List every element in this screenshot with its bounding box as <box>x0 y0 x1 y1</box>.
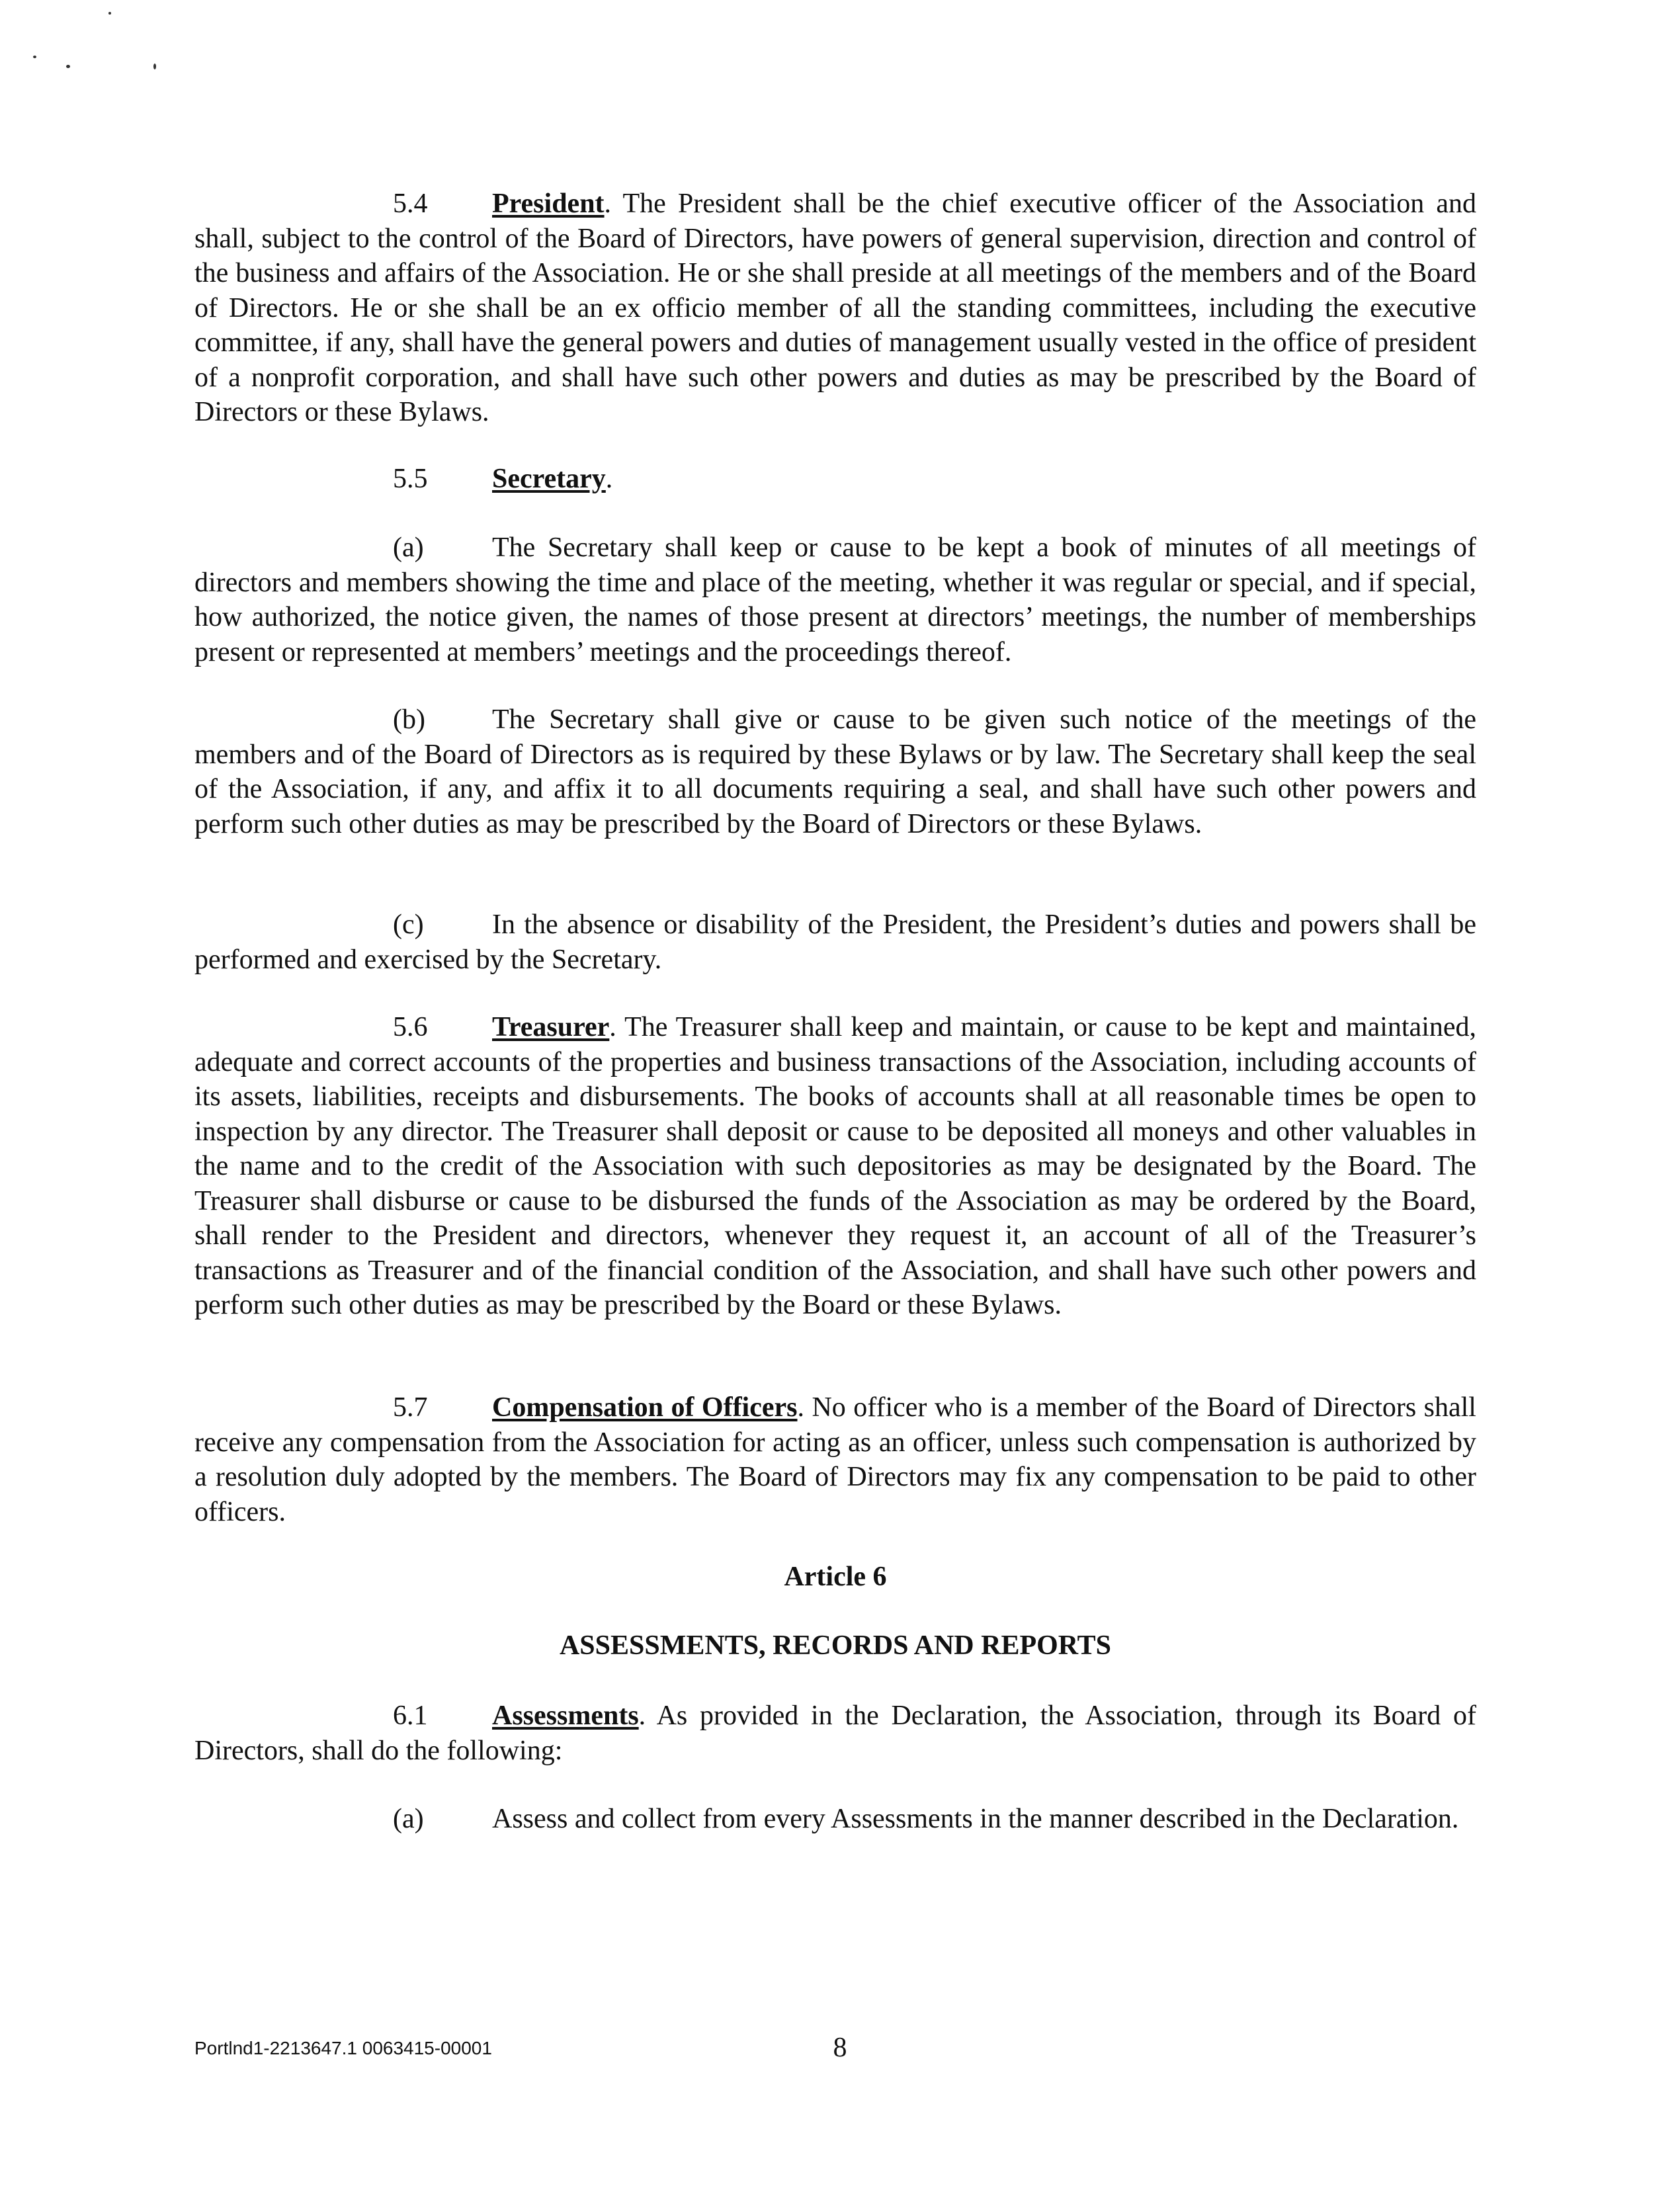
section-heading: Secretary <box>492 464 606 494</box>
section-number: 6.1 <box>393 1701 428 1731</box>
section-6-1-a <box>194 1802 1476 1837</box>
section-5-5 <box>194 462 1476 497</box>
section-number: 5.4 <box>393 189 428 219</box>
section-heading: Assessments <box>492 1701 639 1731</box>
subsection-label: (a) <box>393 1804 424 1834</box>
section-5-5-c <box>194 907 1476 977</box>
footer-page-number: 8 <box>833 2033 847 2063</box>
subsection-text: The Secretary shall give or cause to be given such notice of the meetings of the members and of the Board of Directors as is required by these Bylaws or by law. The Secretary shall keep the seal of the Association, if any, and affix it to all documents requiring a seal, and shall have such other powers and perform such other duties as may be prescribed by the Board of Directors or these Bylaws. <box>194 704 1476 839</box>
scan-speck <box>66 65 70 68</box>
scan-speck <box>153 63 156 69</box>
article-subtitle: ASSESSMENTS, RECORDS AND REPORTS <box>559 1630 1112 1661</box>
section-heading: Treasurer <box>492 1012 610 1042</box>
section-text: . As provided in the Declaration, the Association, through its Board of Directors, shall do the following: <box>194 1701 1476 1766</box>
section-text: . No officer who is a member of the Board of Directors shall receive any compensation from the Association for acting as an officer, unless such compensation is authorized by a resolution duly adopted by the members. The Board of Directors may fix any compensation to be paid to other officers. <box>194 1392 1476 1527</box>
section-5-6 <box>194 1010 1476 1323</box>
subsection-text: The Secretary shall keep or cause to be kept a book of minutes of all meetings of directors and members showing the time and place of the meeting, whether it was regular or special, and if special, how authorized, the notice given, the names of those present at directors’ meetings, the number of memberships present or represented at members’ meetings and the proceedings thereof. <box>194 532 1476 667</box>
footer-document-id: Portlnd1-2213647.1 0063415-00001 <box>194 2038 492 2058</box>
scan-speck <box>108 12 111 15</box>
section-5-5-b <box>194 702 1476 841</box>
section-5-7 <box>194 1390 1476 1529</box>
section-heading: Compensation of Officers <box>492 1392 798 1423</box>
section-text: . <box>605 464 613 494</box>
subsection-text: In the absence or disability of the President, the President’s duties and powers shall be performed and exercised by the Secretary. <box>194 909 1476 975</box>
subsection-label: (b) <box>393 704 425 735</box>
section-5-5-a <box>194 530 1476 669</box>
section-text: . The Treasurer shall keep and maintain, or cause to be kept and maintained, adequate and correct accounts of the properties and business transactions of the Association, including accounts of its assets, liabilities, receipts and disbursements. The books of accounts shall at all reasonable times be open to inspection by any director. The Treasurer shall deposit or cause to be deposited all moneys and other valuables in the name and to the credit of the Association with such depositories as may be designated by the Board. The Treasurer shall disburse or cause to be disbursed the funds of the Association as may be ordered by the Board, shall render to the President and directors, whenever they request it, an account of all of the Treasurer’s transactions as Treasurer and of the financial condition of the Association, and shall have such other powers and perform such other duties as may be prescribed by the Board or these Bylaws. <box>194 1012 1476 1320</box>
subsection-text: Assess and collect from every Assessments in the manner described in the Declaration. <box>492 1804 1459 1834</box>
section-number: 5.6 <box>393 1012 428 1042</box>
section-number: 5.7 <box>393 1392 428 1423</box>
section-text: . The President shall be the chief executive officer of the Association and shall, subject to the control of the Board of Directors, have powers of general supervision, direction and control of the business and affairs of the Association. He or she shall preside at all meetings of the members and of the Board of Directors. He or she shall be an ex officio member of all the standing committees, including the executive committee, if any, shall have the general powers and duties of management usually vested in the office of president of a nonprofit corporation, and shall have such other powers and duties as may be prescribed by the Board of Directors or these Bylaws. <box>194 189 1476 427</box>
article-title: Article 6 <box>784 1562 887 1592</box>
section-6-1 <box>194 1699 1476 1768</box>
section-heading: President <box>492 189 605 219</box>
scan-speck <box>33 56 36 58</box>
subsection-label: (a) <box>393 532 424 563</box>
subsection-label: (c) <box>393 909 424 940</box>
section-5-4 <box>194 187 1476 430</box>
section-number: 5.5 <box>393 464 428 494</box>
